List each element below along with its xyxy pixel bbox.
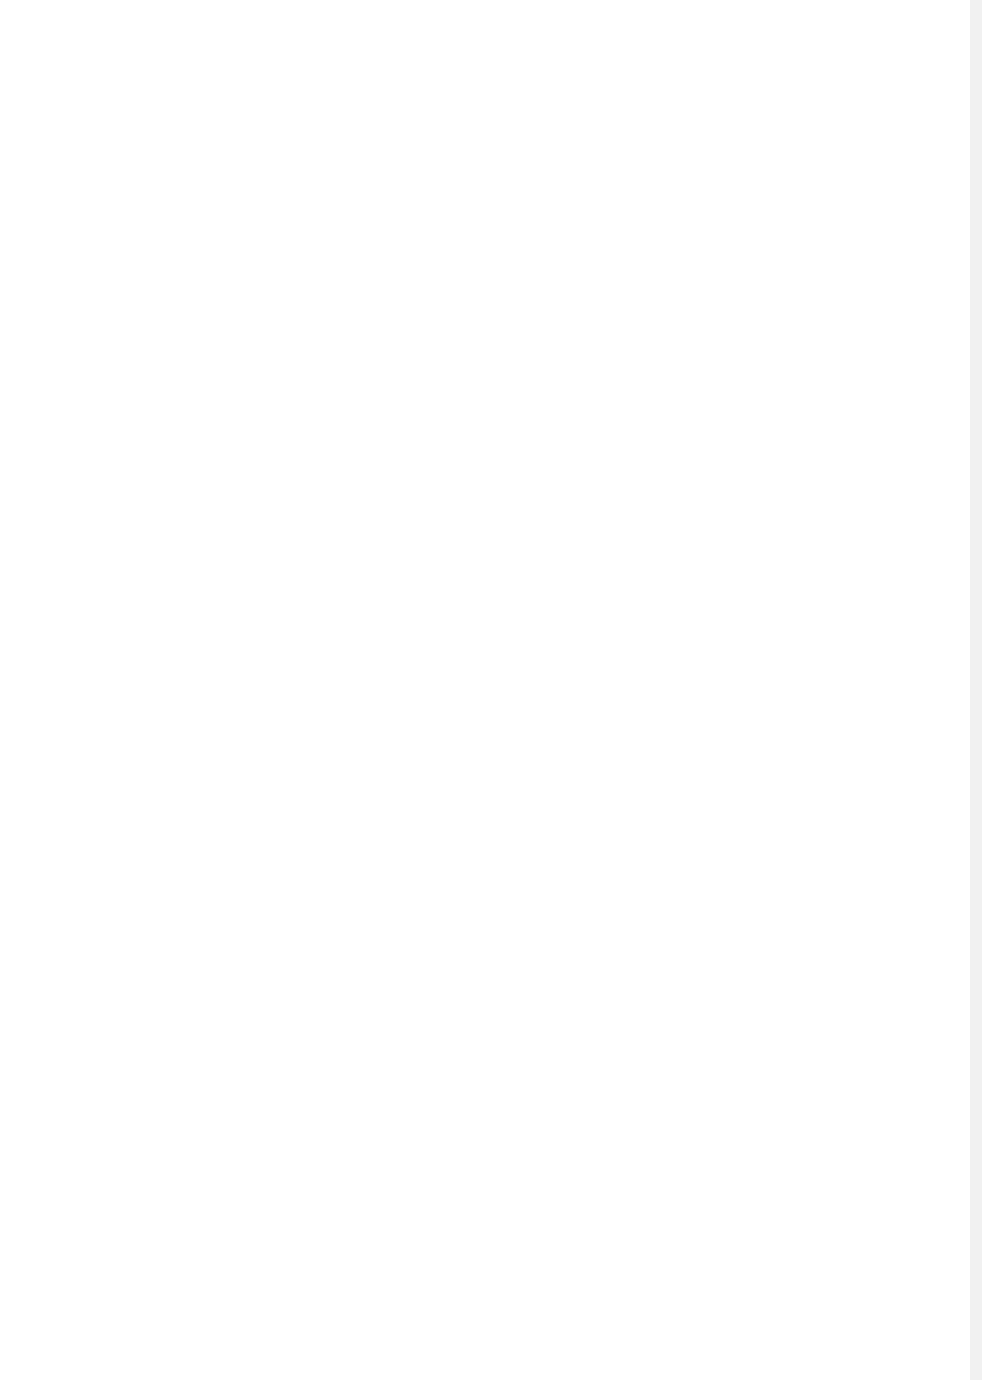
scrollbar[interactable] bbox=[970, 0, 982, 1380]
